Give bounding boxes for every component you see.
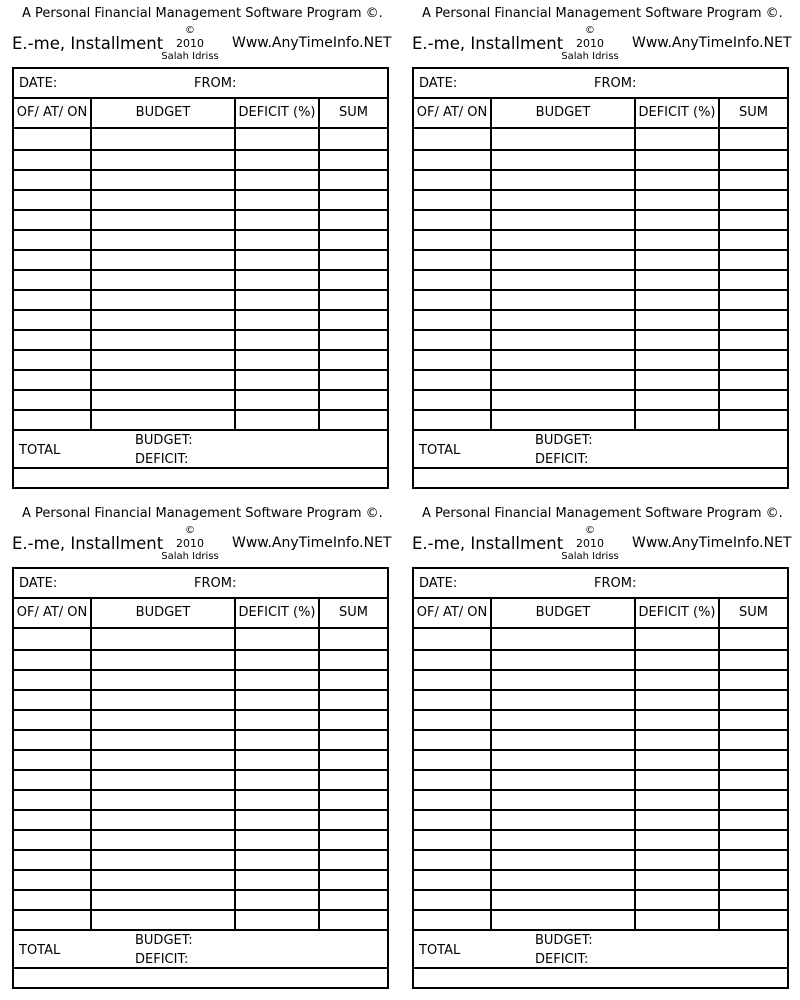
column-header-of-at-on: OF/ AT/ ON [414, 597, 490, 629]
table-row[interactable] [414, 369, 787, 391]
copyright-year: 2010 [576, 37, 604, 50]
table-row[interactable] [14, 829, 387, 851]
table-row[interactable] [414, 749, 787, 771]
total-budget-label: BUDGET: [135, 933, 193, 948]
column-header-budget: BUDGET [92, 97, 234, 129]
table-row[interactable] [14, 369, 387, 391]
form-title: E.-me, Installment [412, 534, 564, 553]
table-row[interactable] [14, 269, 387, 291]
table-row[interactable] [414, 389, 787, 411]
column-header-sum: SUM [720, 597, 787, 629]
website-link[interactable]: Www.AnyTimeInfo.NET [632, 535, 792, 551]
total-deficit-label: DEFICIT: [535, 452, 589, 467]
total-deficit-label: DEFICIT: [135, 952, 189, 967]
table-row[interactable] [14, 189, 387, 211]
column-header-deficit: DEFICIT (%) [636, 597, 718, 629]
table-row[interactable] [414, 689, 787, 711]
column-header-budget: BUDGET [92, 597, 234, 629]
installment-form [10, 0, 400, 495]
total-row [14, 430, 387, 469]
table-row[interactable] [14, 329, 387, 351]
total-row [414, 930, 787, 969]
table-row[interactable] [414, 329, 787, 351]
date-from-row [14, 569, 387, 599]
table-row[interactable] [14, 769, 387, 791]
total-row [14, 930, 387, 969]
table-row[interactable] [14, 169, 387, 191]
from-label: FROM: [594, 76, 637, 91]
total-budget-label: BUDGET: [535, 433, 593, 448]
table-row[interactable] [14, 729, 387, 751]
installment-form [10, 500, 400, 995]
table-row[interactable] [14, 909, 387, 931]
from-label: FROM: [194, 76, 237, 91]
form-tagline: A Personal Financial Management Software Program ©. [422, 506, 783, 521]
table-row[interactable] [14, 149, 387, 171]
form-tagline: A Personal Financial Management Software Program ©. [22, 506, 383, 521]
date-label: DATE: [19, 76, 58, 91]
table-row[interactable] [14, 689, 387, 711]
table-row[interactable] [414, 829, 787, 851]
table-row[interactable] [414, 129, 787, 151]
date-from-row [14, 69, 387, 99]
date-label: DATE: [419, 576, 458, 591]
table-row[interactable] [14, 889, 387, 911]
installment-table [12, 67, 389, 489]
table-row[interactable] [14, 209, 387, 231]
column-header-deficit: DEFICIT (%) [636, 97, 718, 129]
table-row[interactable] [414, 769, 787, 791]
total-label: TOTAL [19, 443, 61, 458]
website-link[interactable]: Www.AnyTimeInfo.NET [232, 535, 392, 551]
table-row[interactable] [414, 729, 787, 751]
total-label: TOTAL [19, 943, 61, 958]
column-header-of-at-on: OF/ AT/ ON [414, 97, 490, 129]
table-row[interactable] [414, 229, 787, 251]
total-budget-label: BUDGET: [535, 933, 593, 948]
table-row[interactable] [14, 749, 387, 771]
total-label: TOTAL [419, 943, 461, 958]
total-row [414, 430, 787, 469]
table-row[interactable] [414, 309, 787, 331]
installment-table [12, 567, 389, 989]
table-row[interactable] [414, 849, 787, 871]
table-row[interactable] [414, 909, 787, 931]
table-row[interactable] [14, 409, 387, 431]
column-header-sum: SUM [720, 97, 787, 129]
copyright-year: 2010 [176, 537, 204, 550]
table-row[interactable] [14, 709, 387, 731]
installment-form [410, 500, 800, 995]
author-name: Salah Idriss [561, 51, 619, 62]
date-from-row [414, 569, 787, 599]
copyright-year: 2010 [576, 537, 604, 550]
table-row[interactable] [414, 149, 787, 171]
column-header-deficit: DEFICIT (%) [236, 97, 318, 129]
total-deficit-label: DEFICIT: [535, 952, 589, 967]
installment-table [412, 567, 789, 989]
table-row[interactable] [14, 289, 387, 311]
table-row[interactable] [14, 649, 387, 671]
table-row[interactable] [414, 629, 787, 651]
table-row[interactable] [414, 409, 787, 431]
installment-form [410, 0, 800, 495]
from-label: FROM: [194, 576, 237, 591]
column-header-of-at-on: OF/ AT/ ON [14, 97, 90, 129]
author-name: Salah Idriss [161, 51, 219, 62]
table-row[interactable] [14, 849, 387, 871]
table-row[interactable] [414, 709, 787, 731]
table-row[interactable] [414, 169, 787, 191]
from-label: FROM: [594, 576, 637, 591]
column-header-sum: SUM [320, 97, 387, 129]
table-row[interactable] [14, 809, 387, 831]
table-row[interactable] [14, 389, 387, 411]
date-label: DATE: [419, 76, 458, 91]
copyright-symbol: © [185, 25, 195, 36]
author-name: Salah Idriss [561, 551, 619, 562]
installment-table [412, 67, 789, 489]
table-row[interactable] [414, 649, 787, 671]
table-row[interactable] [414, 209, 787, 231]
table-row[interactable] [414, 349, 787, 371]
table-row[interactable] [414, 189, 787, 211]
table-row[interactable] [414, 809, 787, 831]
table-row[interactable] [414, 289, 787, 311]
copyright-symbol: © [185, 525, 195, 536]
table-row[interactable] [14, 229, 387, 251]
copyright-year: 2010 [176, 37, 204, 50]
table-row[interactable] [14, 129, 387, 151]
table-row[interactable] [414, 889, 787, 911]
total-budget-label: BUDGET: [135, 433, 193, 448]
date-label: DATE: [19, 576, 58, 591]
form-tagline: A Personal Financial Management Software Program ©. [22, 6, 383, 21]
table-row[interactable] [14, 249, 387, 271]
table-row[interactable] [14, 869, 387, 891]
form-title: E.-me, Installment [12, 534, 164, 553]
form-tagline: A Personal Financial Management Software Program ©. [422, 6, 783, 21]
column-header-budget: BUDGET [492, 597, 634, 629]
table-row[interactable] [14, 309, 387, 331]
table-row[interactable] [414, 249, 787, 271]
table-row[interactable] [414, 269, 787, 291]
total-deficit-label: DEFICIT: [135, 452, 189, 467]
column-header-deficit: DEFICIT (%) [236, 597, 318, 629]
column-header-budget: BUDGET [492, 97, 634, 129]
table-row[interactable] [14, 669, 387, 691]
column-header-of-at-on: OF/ AT/ ON [14, 597, 90, 629]
author-name: Salah Idriss [161, 551, 219, 562]
table-row[interactable] [414, 869, 787, 891]
copyright-symbol: © [585, 525, 595, 536]
table-row[interactable] [14, 349, 387, 371]
table-row[interactable] [14, 789, 387, 811]
date-from-row [414, 69, 787, 99]
table-row[interactable] [414, 789, 787, 811]
form-title: E.-me, Installment [12, 34, 164, 53]
table-row[interactable] [14, 629, 387, 651]
form-title: E.-me, Installment [412, 34, 564, 53]
website-link[interactable]: Www.AnyTimeInfo.NET [632, 35, 792, 51]
copyright-symbol: © [585, 25, 595, 36]
table-row[interactable] [414, 669, 787, 691]
total-label: TOTAL [419, 443, 461, 458]
column-header-sum: SUM [320, 597, 387, 629]
website-link[interactable]: Www.AnyTimeInfo.NET [232, 35, 392, 51]
